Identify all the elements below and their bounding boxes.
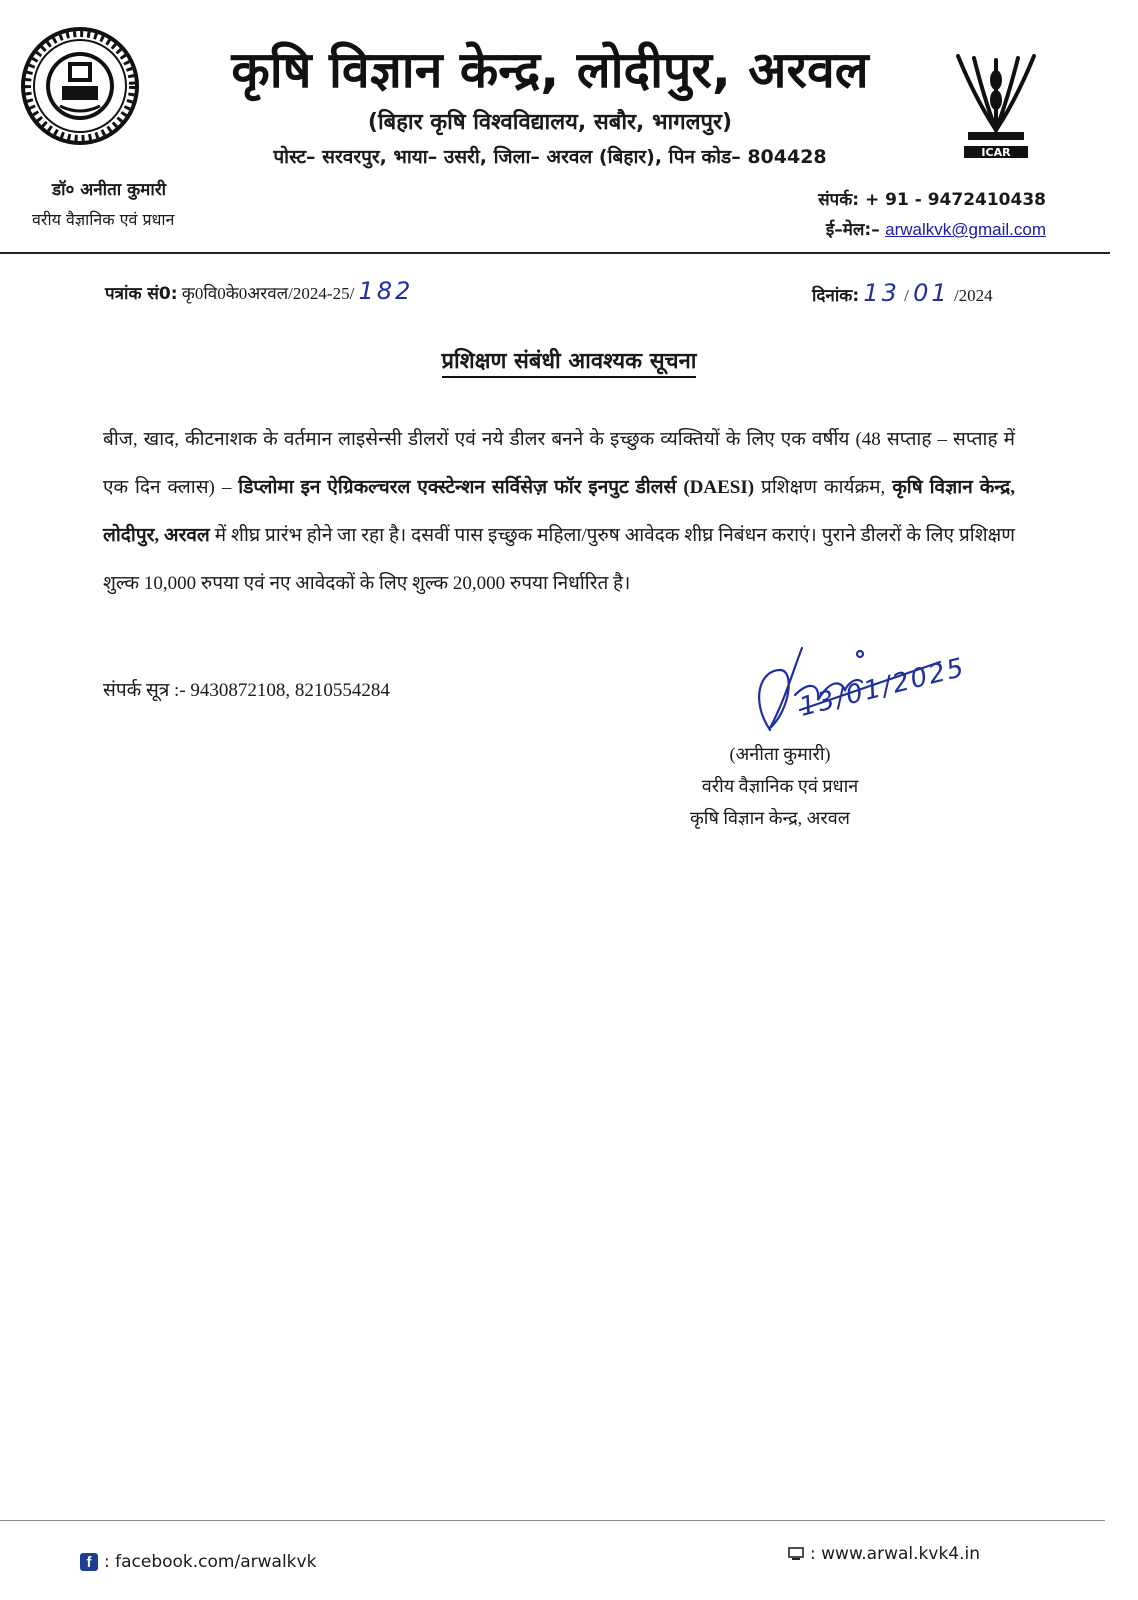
contact-phone-line [818, 188, 1046, 212]
signatory-designation: वरीय वैज्ञानिक एवं प्रधान [701, 776, 859, 796]
website-footer[interactable] [788, 1542, 980, 1566]
facebook-icon: f [80, 1553, 98, 1571]
notice-heading-text: प्रशिक्षण संबंधी आवश्यक सूचना [442, 349, 697, 378]
signatory-organization: कृषि विज्ञान केन्द्र, अरवल [689, 808, 851, 828]
footer-divider [0, 1520, 1105, 1521]
org-address: पोस्ट– सरवरपुर, भाया– उसरी, जिला– अरवल (बिहार), पिन कोड– 804428 [273, 146, 827, 168]
handwritten-signature [740, 640, 980, 750]
letter-date: दिनांक: 13 / 01 /2024 [812, 279, 993, 307]
date-handwritten-month: 01 [913, 279, 950, 307]
reference-number [105, 278, 413, 307]
contact-label: संपर्क: [818, 190, 860, 210]
head-name: डॉ० अनीता कुमारी [52, 180, 167, 200]
notice-heading [0, 346, 1138, 378]
email-link[interactable]: arwalkvk@gmail.com [885, 220, 1046, 239]
date-label: दिनांक: [812, 286, 860, 306]
contact-numbers: संपर्क सूत्र :- 9430872108, 8210554284 [103, 680, 390, 701]
notice-body [103, 416, 1015, 608]
icar-logo-text: ICAR [981, 146, 1011, 159]
icar-logo-icon [946, 50, 1046, 162]
signatory-name: (अनीता कुमारी) [729, 744, 831, 764]
reference-value: कृ0वि0के0अरवल/2024-25/ [181, 284, 355, 303]
signature-handwritten-date: 13/01/2025 [796, 652, 969, 723]
notice-body-course-name: डिप्लोमा इन ऐग्रिकल्चरल एक्स्टेन्शन सर्विसेज़ फॉर इनपुट डीलर्स (DAESI) [238, 477, 755, 498]
contact-phone: + 91 - 9472410438 [865, 190, 1046, 210]
head-designation: वरीय वैज्ञानिक एवं प्रधान [32, 210, 175, 229]
facebook-link[interactable]: : facebook.com/arwalkvk [104, 1552, 317, 1572]
org-subtitle: (बिहार कृषि विश्वविद्यालय, सबौर, भागलपुर) [367, 110, 733, 135]
computer-icon [788, 1547, 804, 1561]
date-handwritten-day: 13 [863, 279, 900, 307]
bau-sabour-seal-icon [20, 26, 140, 146]
date-year: /2024 [953, 286, 993, 305]
email-line [826, 218, 1046, 242]
reference-label: पत्रांक सं0: [105, 284, 178, 304]
notice-body-part1: बीज, खाद, कीटनाशक के वर्तमान लाइसेन्सी डीलरों एवं नये डीलर बनने के इच्छुक व्यक्तियों के लिए एक वर्षीय (48 सप्ताह – सप्ताह में एक दिन क्लास) – [103, 429, 1015, 498]
notice-body-part2: प्रशिक्षण कार्यक्रम, [754, 477, 893, 498]
reference-handwritten-number: 182 [358, 277, 414, 305]
notice-body-part3: में शीघ्र प्रारंभ होने जा रहा है। दसवीं पास इच्छुक महिला/पुरुष आवेदक शीघ्र निबंधन कराएं। पुराने डीलरों के लिए प्रशिक्षण शुल्क 10,000 रुपया एवं नए आवेदकों के लिए शुल्क 20,000 रुपया निर्धारित है। [103, 525, 1016, 594]
org-title: कृषि विज्ञान केन्द्र, लोदीपुर, अरवल [231, 41, 869, 99]
notice-body-venue: कृषि विज्ञान केन्द्र, लोदीपुर, अरवल [103, 477, 1016, 546]
facebook-footer[interactable] [80, 1550, 316, 1574]
email-label: ई–मेल:– [825, 220, 880, 240]
website-link[interactable]: : www.arwal.kvk4.in [810, 1544, 981, 1564]
header-divider [0, 252, 1110, 254]
